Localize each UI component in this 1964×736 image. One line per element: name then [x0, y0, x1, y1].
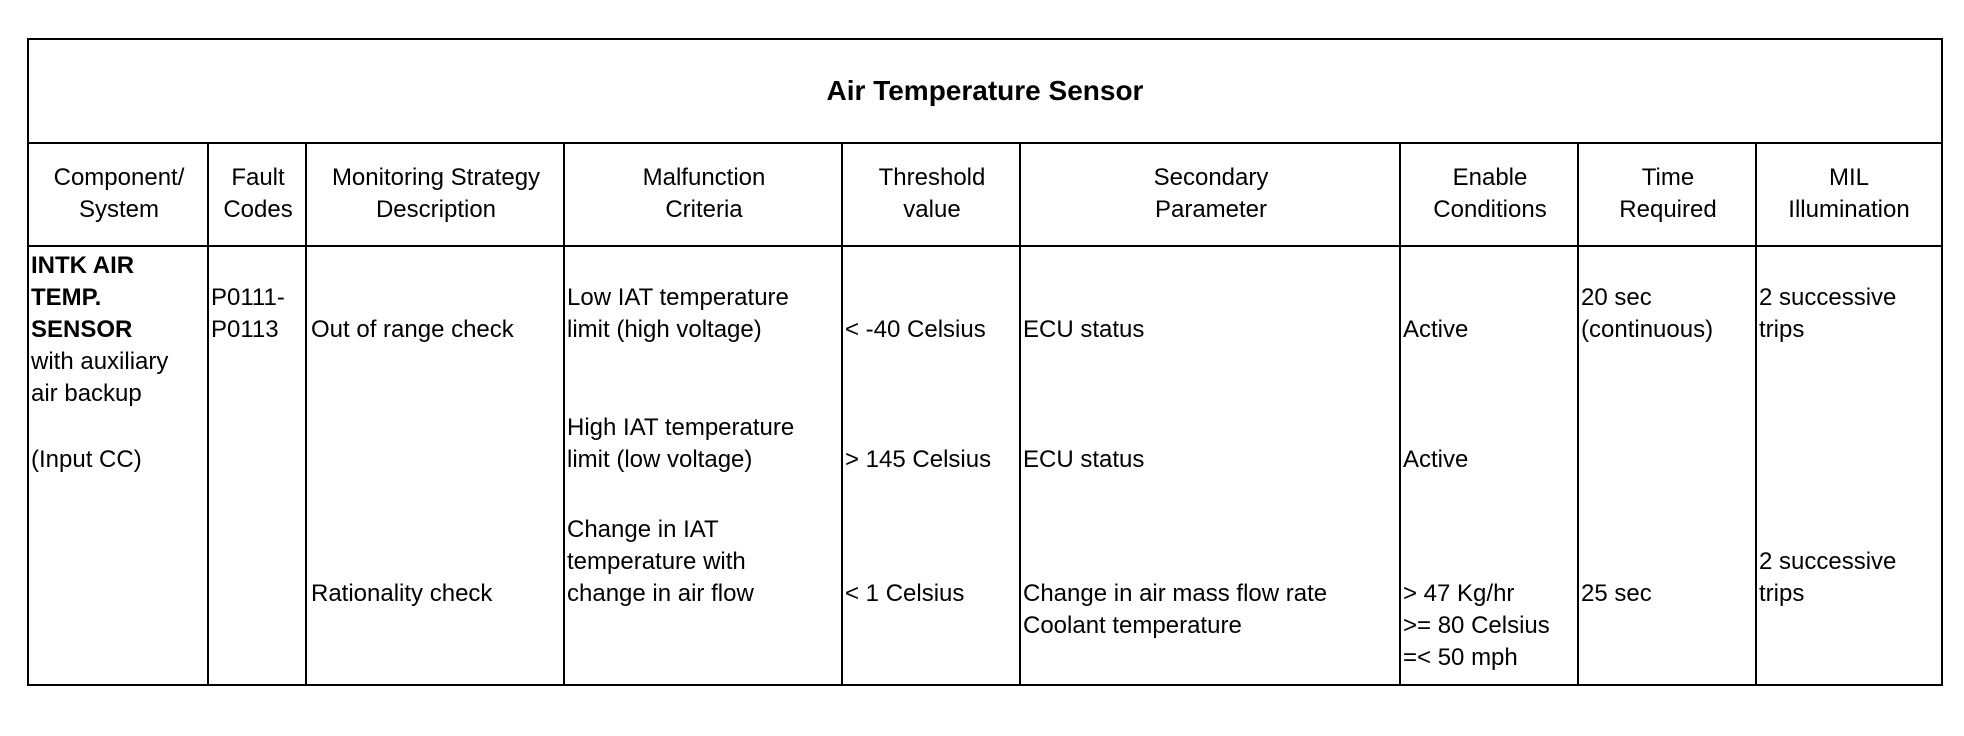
column-divider [563, 142, 565, 684]
component-name: INTK AIR TEMP. SENSOR [31, 252, 135, 343]
fault-codes: P0111- P0113 [211, 284, 285, 343]
row2-criteria: High IAT temperature limit (low voltage) [567, 414, 795, 473]
row3-mil: 2 successive trips [1759, 548, 1897, 607]
header-enable-conditions: Enable Conditions [1433, 163, 1547, 223]
row3-time: 25 sec [1581, 580, 1652, 607]
row1-threshold: < -40 Celsius [845, 316, 986, 343]
column-divider [841, 142, 843, 684]
row3-criteria: Change in IAT temperature with change in air flow [567, 516, 754, 607]
column-divider [305, 142, 307, 684]
air-temperature-sensor-table [27, 38, 1943, 686]
column-divider [1399, 142, 1401, 684]
row2-secondary: ECU status [1023, 446, 1145, 473]
header-time-required: Time Required [1619, 163, 1717, 223]
column-divider [1755, 142, 1757, 684]
header-threshold-value: Threshold value [878, 163, 986, 223]
row2-threshold: > 145 Celsius [845, 446, 992, 473]
row1-enable: Active [1403, 316, 1469, 343]
component-description: with auxiliary air backup [31, 348, 169, 407]
table-header-row [29, 142, 1941, 247]
row3-secondary: Change in air mass flow rate Coolant temperature [1023, 580, 1328, 639]
header-fault-codes: Fault Codes [223, 163, 293, 223]
table-title: Air Temperature Sensor [29, 40, 1941, 144]
column-divider [1019, 142, 1021, 684]
component-input: (Input CC) [31, 446, 142, 473]
header-monitoring-strategy: Monitoring Strategy Description [331, 163, 541, 223]
row1-time: 20 sec (continuous) [1581, 284, 1714, 343]
row3-enable: > 47 Kg/hr >= 80 Celsius =< 50 mph [1403, 580, 1550, 671]
header-mil-illumination: MIL Illumination [1788, 163, 1910, 223]
row1-strategy: Out of range check [311, 316, 514, 343]
row1-criteria: Low IAT temperature limit (high voltage) [567, 284, 789, 343]
header-component-system: Component/ System [53, 163, 185, 223]
column-divider [207, 142, 209, 684]
row3-threshold: < 1 Celsius [845, 580, 965, 607]
row1-mil: 2 successive trips [1759, 284, 1897, 343]
row3-strategy: Rationality check [311, 580, 493, 607]
row2-enable: Active [1403, 446, 1469, 473]
header-secondary-parameter: Secondary Parameter [1153, 163, 1269, 223]
column-divider [1577, 142, 1579, 684]
row1-secondary: ECU status [1023, 316, 1145, 343]
header-malfunction-criteria: Malfunction Criteria [642, 163, 766, 223]
